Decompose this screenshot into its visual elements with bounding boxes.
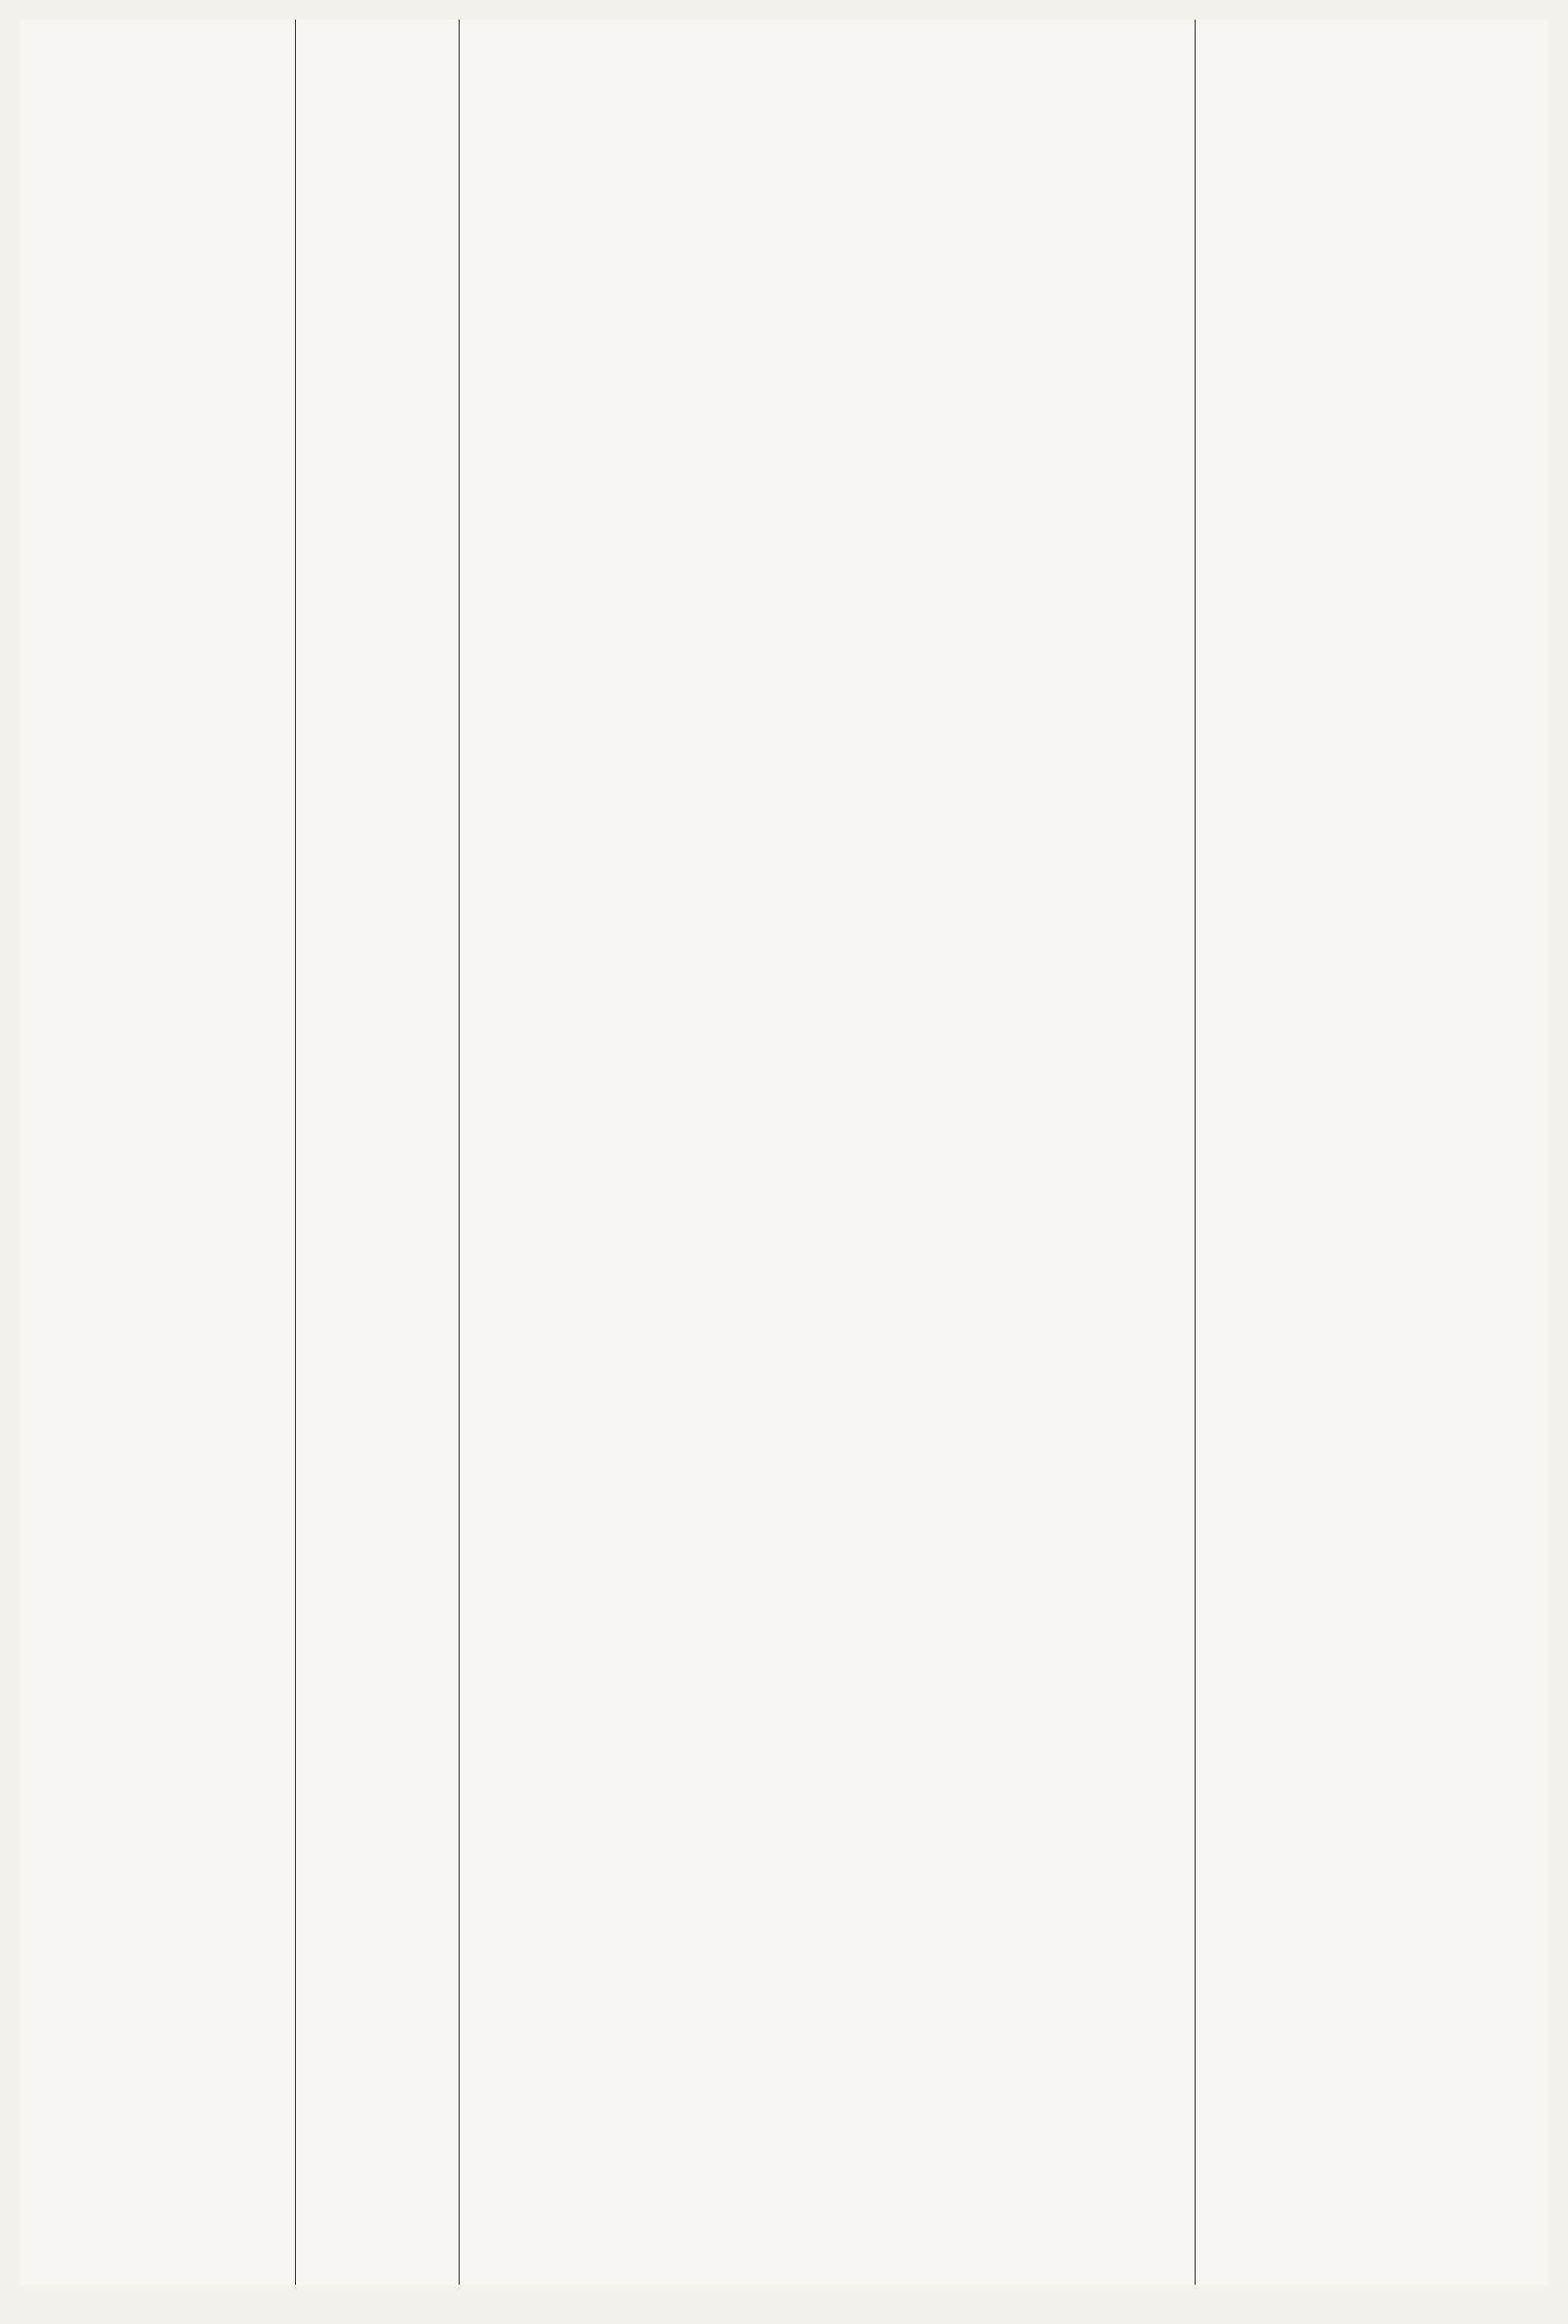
column-1 [20,20,292,2285]
newspaper-page [20,20,1548,2285]
column-rule [295,20,296,2285]
column-rule [1195,20,1196,2285]
column-4 [1199,20,1548,2285]
column-2 [299,20,456,2285]
column-rule [459,20,460,2285]
column-3-main [463,20,1192,2285]
